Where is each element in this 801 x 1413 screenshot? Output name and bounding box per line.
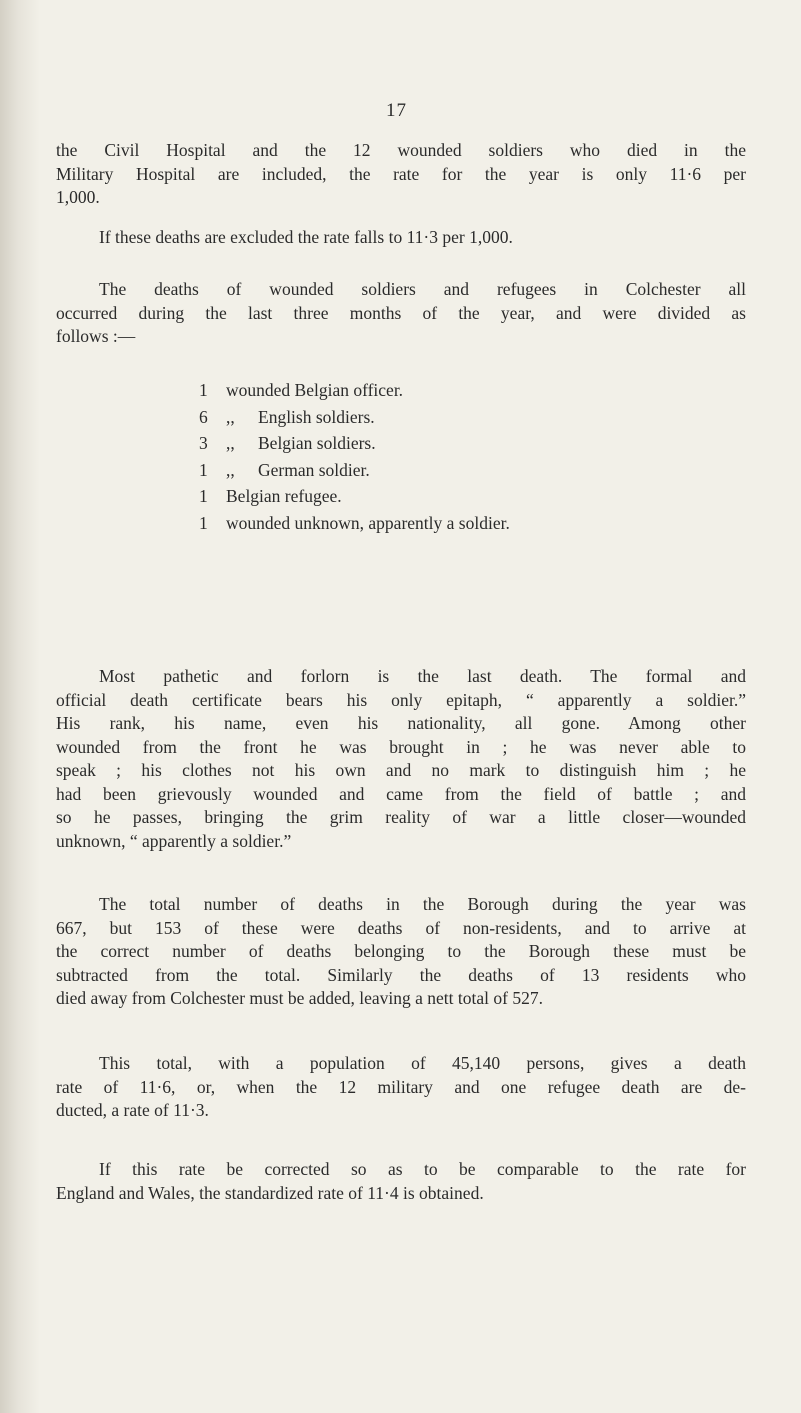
list-item-ditto: ,,: [226, 406, 235, 427]
paragraph-total-deaths: [56, 893, 746, 1011]
paragraph-hospital-rate: [56, 139, 746, 210]
list-item-text: Belgian refugee.: [226, 486, 342, 507]
list-item-text: wounded Belgian officer.: [226, 380, 404, 400]
page-number: 17: [386, 100, 407, 121]
text-line: This total, with a population of 45,140 persons, gives a death: [99, 1053, 746, 1073]
text-line: unknown, “ apparently a soldier.”: [56, 830, 292, 851]
text-line: had been grievously wounded and came from the field of battle ; and: [56, 783, 746, 804]
list-item-ditto: ,,: [226, 433, 235, 454]
paragraph-standardized-rate: [56, 1158, 746, 1205]
text-line: the correct number of deaths belonging to the Borough these must be: [56, 941, 746, 961]
text-line: speak ; his clothes not his own and no mark to distinguish him ; he: [56, 760, 746, 780]
deaths-list: [199, 377, 510, 537]
paragraph-deaths-intro: [56, 278, 746, 349]
text-line: England and Wales, the standardized rate of 11·4 is obtained.: [56, 1182, 484, 1203]
text-line: Military Hospital are included, the rate for the year is only 11·6 per: [56, 163, 746, 184]
text-line: If this rate be corrected so as to be comparable to the rate for: [99, 1159, 746, 1179]
paragraph-death-rate: [56, 1052, 746, 1123]
text-line: rate of 11·6, or, when the 12 military and one refugee death are de-: [56, 1076, 746, 1097]
text-line: His rank, his name, even his nationality, all gone. Among other: [56, 713, 746, 733]
text-line: so he passes, bringing the grim reality of war a little closer—wounded: [56, 807, 746, 827]
list-item-ditto: ,,: [226, 459, 235, 480]
list-item: [199, 377, 510, 404]
list-item-text: German soldier.: [258, 459, 370, 480]
list-item-text: wounded unknown, apparently a soldier.: [226, 512, 510, 533]
list-item: [199, 483, 510, 510]
paragraph-excluded-rate: [56, 226, 746, 250]
list-item-count: 1: [199, 512, 208, 533]
text-line: died away from Colchester must be added, leaving a nett total of 527.: [56, 988, 543, 1008]
list-item: [199, 404, 510, 431]
text-line: occurred during the last three months of the year, and were divided as: [56, 302, 746, 323]
list-item-count: 6: [199, 406, 208, 427]
text-line: official death certificate bears his only epitaph, “ apparently a soldier.”: [56, 689, 746, 710]
text-line: wounded from the front he was brought in ; he was never able to: [56, 736, 746, 757]
text-line: follows :—: [56, 326, 136, 346]
paragraph-unknown-soldier: [56, 665, 746, 853]
list-item-count: 1: [199, 459, 208, 480]
list-item-count: 1: [199, 486, 208, 507]
text-line: Most pathetic and forlorn is the last death. The formal and: [99, 666, 746, 686]
text-line: the Civil Hospital and the 12 wounded soldiers who died in the: [56, 140, 746, 160]
list-item-count: 1: [199, 380, 208, 400]
text-line: 1,000.: [56, 187, 100, 207]
text-line: subtracted from the total. Similarly the deaths of 13 residents who: [56, 964, 746, 985]
list-item: [199, 510, 510, 537]
text-line: ducted, a rate of 11·3.: [56, 1100, 209, 1120]
list-item: [199, 430, 510, 457]
text-line: The deaths of wounded soldiers and refugees in Colchester all: [99, 279, 746, 299]
text-line: 667, but 153 of these were deaths of non-residents, and to arrive at: [56, 917, 746, 938]
text-line: The total number of deaths in the Borough during the year was: [99, 894, 746, 914]
list-item-text: English soldiers.: [258, 406, 375, 427]
list-item: [199, 457, 510, 484]
list-item-count: 3: [199, 433, 208, 454]
list-item-text: Belgian soldiers.: [258, 433, 376, 454]
text-line: If these deaths are excluded the rate falls to 11·3 per 1,000.: [99, 227, 513, 247]
